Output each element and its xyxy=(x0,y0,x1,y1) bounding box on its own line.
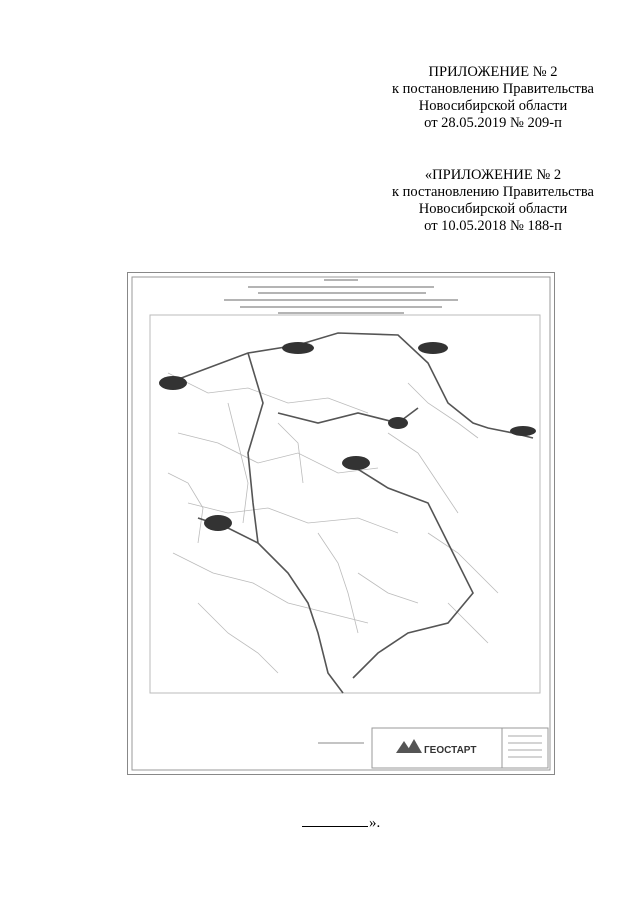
signature-line xyxy=(302,826,368,827)
closing-quote: ». xyxy=(369,815,381,831)
appendix-header-previous xyxy=(360,167,626,235)
appendix-date-number: от 10.05.2018 № 188-п xyxy=(424,218,562,234)
appendix-region: Новосибирской области xyxy=(418,98,568,114)
appendix-title: «ПРИЛОЖЕНИЕ № 2 xyxy=(424,167,562,183)
appendix-reference: к постановлению Правительства xyxy=(392,81,594,97)
appendix-reference: к постановлению Правительства xyxy=(392,184,594,200)
appendix-title: ПРИЛОЖЕНИЕ № 2 xyxy=(428,64,558,80)
appendix-date-number: от 28.05.2019 № 209-п xyxy=(424,115,562,131)
map-scheme-image xyxy=(127,272,555,775)
appendix-header-current xyxy=(360,64,626,132)
document-footer xyxy=(302,815,380,832)
map-caption xyxy=(224,280,458,313)
geostart-logo-text: ГЕОСТАРТ xyxy=(424,745,477,756)
appendix-region: Новосибирской области xyxy=(418,201,568,217)
